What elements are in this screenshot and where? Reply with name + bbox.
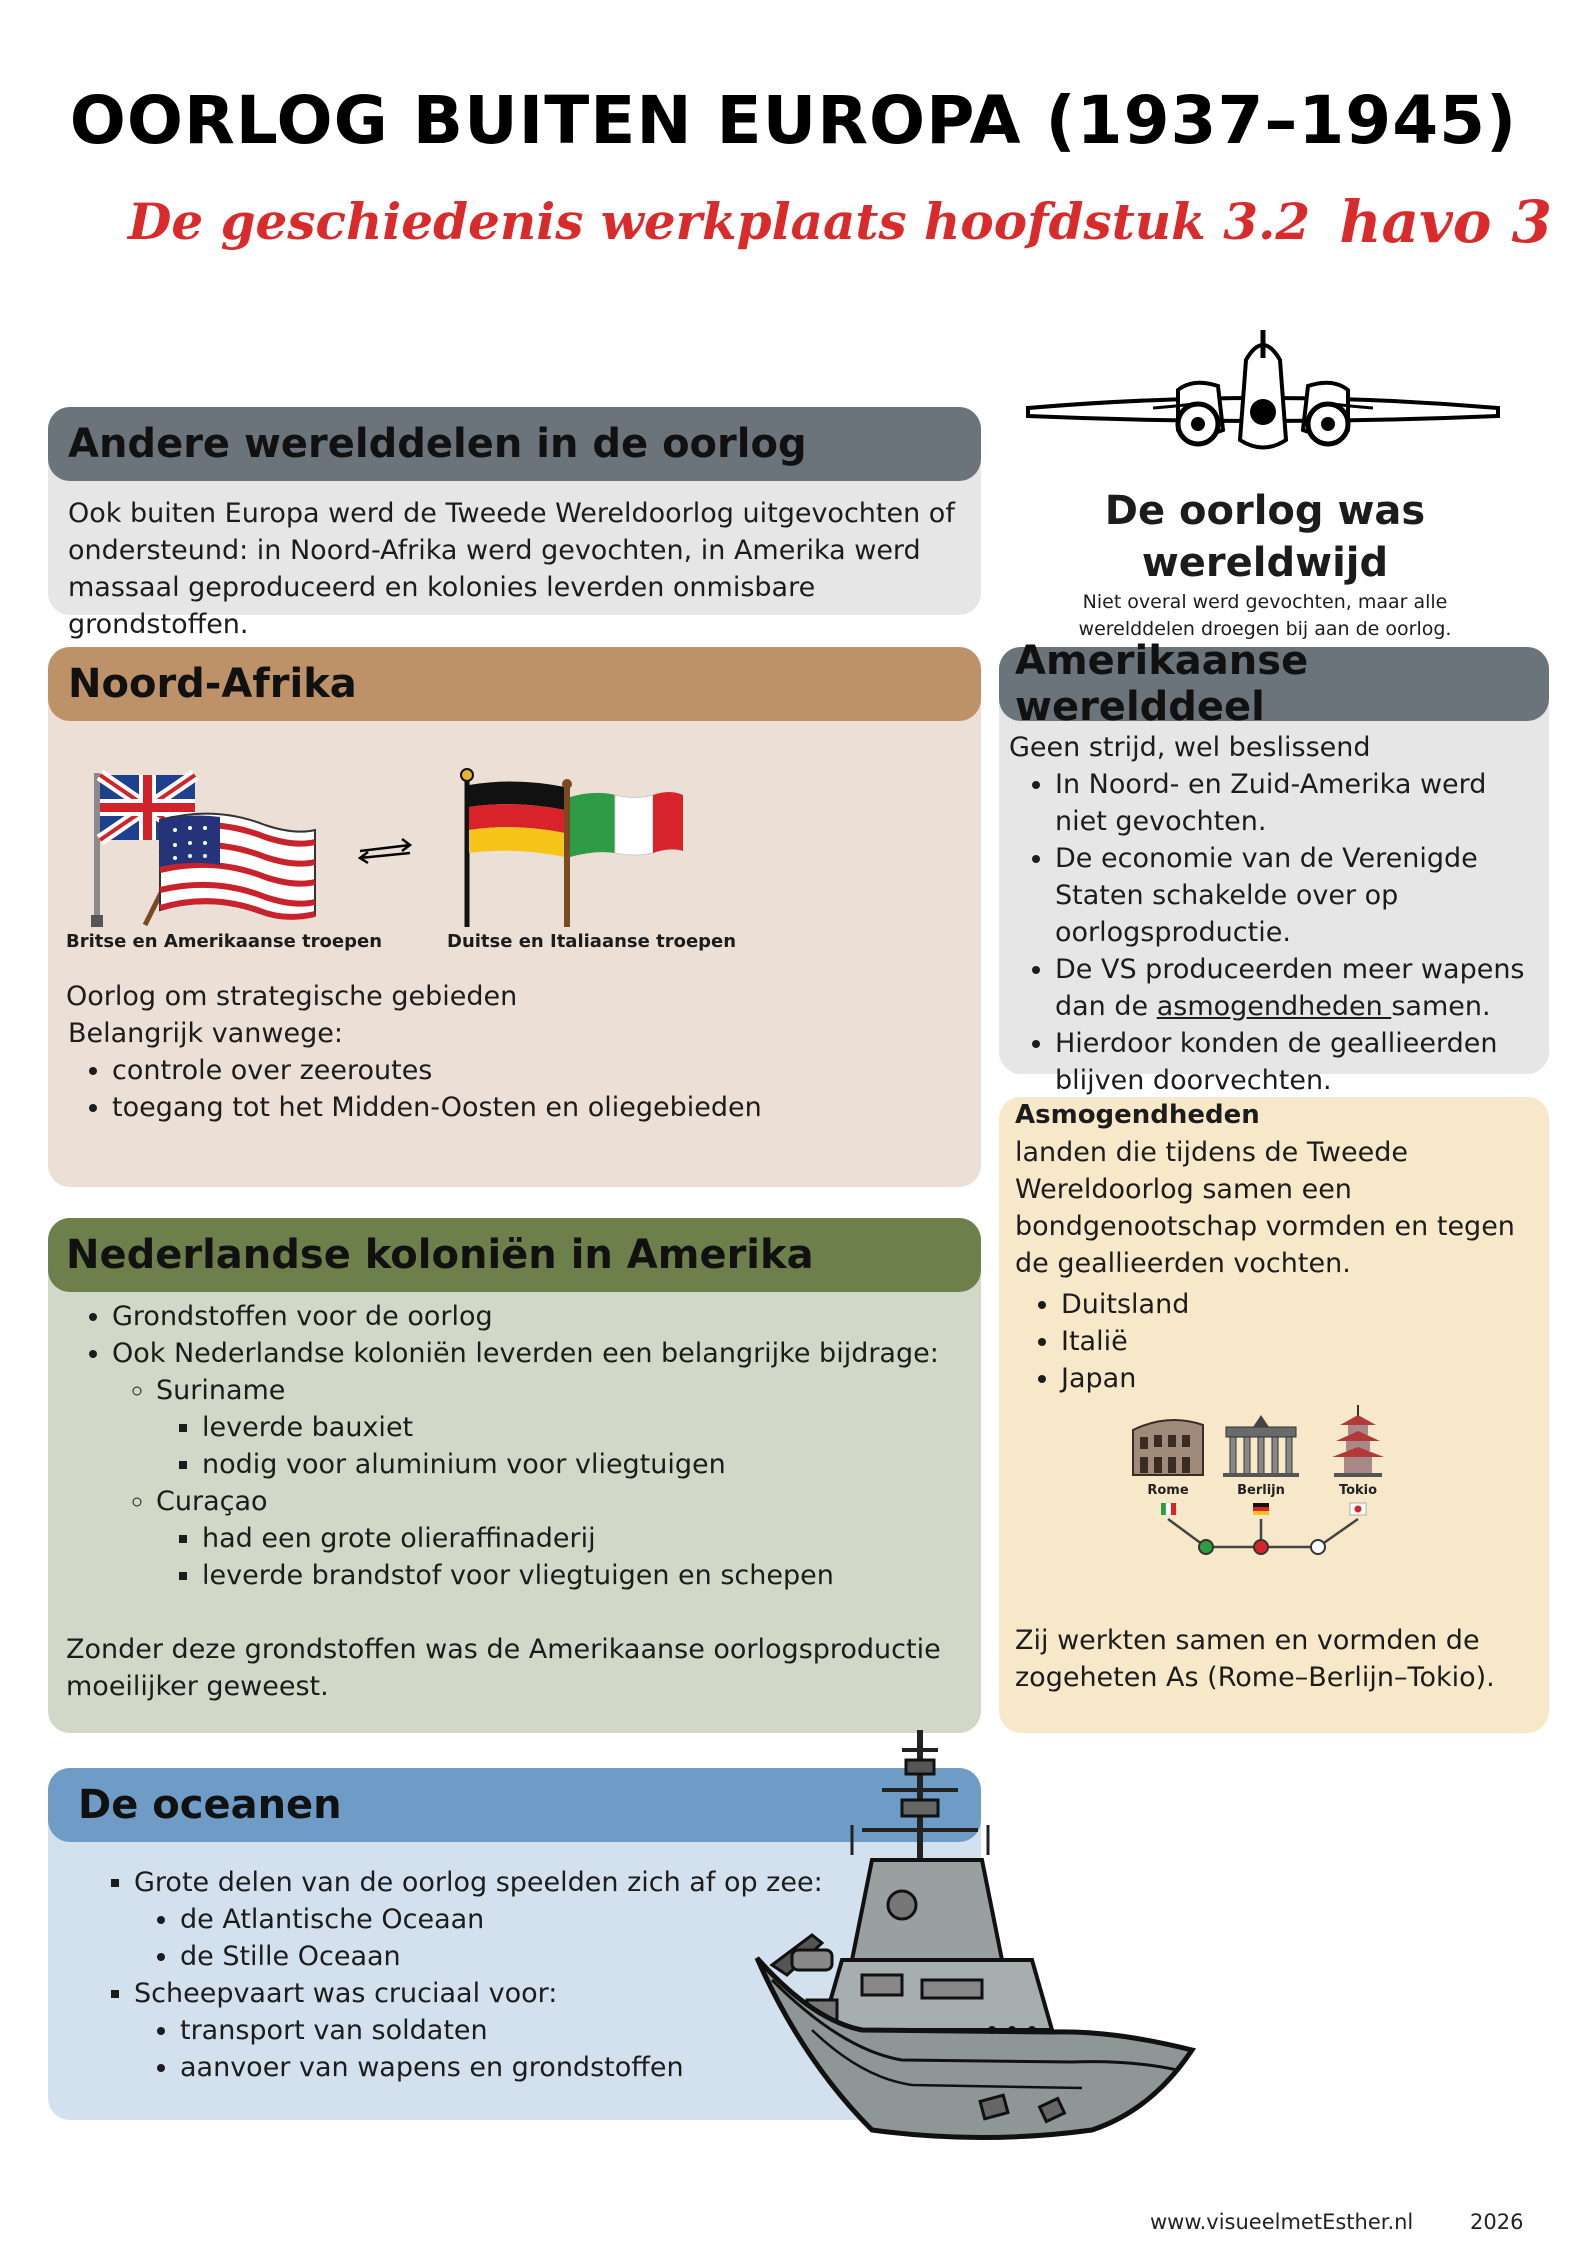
level-label: havo 3 (1339, 188, 1552, 256)
card-heading: Noord-Afrika (48, 647, 981, 721)
amerika-intro: Geen strijd, wel beslissend (1009, 732, 1371, 763)
list-item: • Duitsland (1061, 1286, 1533, 1323)
japan-flag-icon (1350, 1503, 1366, 1515)
asmogendheden-definition: landen die tijdens de Tweede Wereldoorlog samen een bondgenootschap vormden en tegen de geallieerden vochten. (1015, 1137, 1515, 1279)
card-body (999, 1097, 1549, 1397)
pagoda-icon (1332, 1405, 1384, 1477)
item-text: Ook Nederlandse koloniën leverden een belangrijke bijdrage: (112, 1338, 939, 1369)
item-text: Curaçao (156, 1486, 268, 1517)
card-andere-werelddelen (48, 407, 981, 640)
kolonien-list (66, 1298, 963, 1594)
list-item (112, 1335, 963, 1594)
city-rome: Rome (1147, 1483, 1189, 1498)
card-text: Ook buiten Europa werd de Tweede Wereldoorlog uitgevochten of ondersteund: in Noord-Afrika werd gevochten, in Amerika werd massaal geproduceerd en kolonies leverden onmisbare grondstoffen. (68, 498, 955, 640)
noord-afrika-list (66, 1052, 966, 1126)
worldwide-text: Niet overal werd gevochten, maar alle werelddelen droegen bij aan de oorlog. (1078, 591, 1452, 640)
asmogendheden-link[interactable]: asmogendheden (1156, 991, 1392, 1022)
suriname-list (156, 1409, 963, 1483)
card-body (48, 1292, 981, 1711)
list-item: • controle over zeeroutes (112, 1052, 966, 1089)
axis-cities-icon (1128, 1405, 1398, 1557)
worldwide-block (1000, 485, 1530, 643)
item-text: Suriname (156, 1375, 286, 1406)
airplane-icon (1018, 330, 1508, 460)
curacao-list (156, 1520, 963, 1594)
list-item: • Grondstoffen voor de oorlog (112, 1298, 963, 1335)
list-item: • In Noord- en Zuid-Amerika werd niet gevochten. (1055, 766, 1539, 840)
item-text: Grote delen van de oorlog speelden zich af op zee: (134, 1867, 823, 1898)
warship-icon (752, 1730, 1192, 2150)
card-body (999, 721, 1549, 1107)
card-heading: De oceanen (48, 1768, 981, 1842)
kolonien-sublist (112, 1372, 963, 1594)
card-amerika (999, 638, 1549, 1096)
list-item: • toegang tot het Midden-Oosten en oliegebieden (112, 1089, 966, 1126)
list-item: • transport van soldaten (180, 2012, 951, 2049)
noord-afrika-intro: Oorlog om strategische gebieden (66, 981, 518, 1012)
item-text: Scheepvaart was cruciaal voor: (134, 1978, 558, 2009)
card-heading: Andere werelddelen in de oorlog (48, 407, 981, 481)
card-heading: Amerikaanse werelddeel (999, 647, 1549, 721)
page-subtitle: De geschiedenis werkplaats hoofdstuk 3.2 (128, 192, 1311, 251)
italy-flag-icon (1161, 1503, 1176, 1515)
asmogendheden-list (1015, 1286, 1533, 1397)
list-item: ▪ leverde bauxiet (202, 1409, 963, 1446)
noord-afrika-sub: Belangrijk vanwege: (68, 1018, 343, 1049)
list-item (1055, 951, 1539, 1025)
list-item: • Hierdoor konden de geallieerden blijven doorvechten. (1055, 1025, 1539, 1099)
noord-afrika-text (66, 978, 966, 1126)
exchange-arrows-icon (355, 833, 415, 863)
asmogendheden-closing: Zij werkten samen en vormden de zogeheten As (Rome–Berlijn–Tokio). (1015, 1625, 1495, 1693)
list-item: • de Atlantische Oceaan (180, 1901, 951, 1938)
list-item: • Japan (1061, 1360, 1533, 1397)
list-item (156, 1372, 963, 1483)
list-item (156, 1483, 963, 1594)
footer-site[interactable]: www.visueelmetEsther.nl (1150, 2210, 1414, 2234)
list-item: ▪ had een grote olieraffinaderij (202, 1520, 963, 1557)
card-kolonien (48, 1218, 981, 1733)
kolonien-closing: Zonder deze grondstoffen was de Amerikaanse oorlogsproductie moeilijker geweest. (66, 1634, 941, 1702)
item-text: samen. (1391, 991, 1491, 1022)
list-item: • de Stille Oceaan (180, 1938, 951, 1975)
list-item: • Italië (1061, 1323, 1533, 1360)
caption-axis: Duitse en Italiaanse troepen (447, 931, 737, 952)
list-item: ▪ leverde brandstof voor vliegtuigen en schepen (202, 1557, 963, 1594)
colosseum-icon (1133, 1420, 1203, 1475)
card-heading: Nederlandse koloniën in Amerika (48, 1218, 981, 1292)
asmogendheden-heading: Asmogendheden (1015, 1100, 1260, 1130)
de-it-flags-icon (455, 765, 685, 930)
amerika-list (1009, 766, 1539, 1099)
germany-flag-icon (1253, 1503, 1269, 1515)
uk-us-flags-icon (85, 765, 325, 930)
footer-year: 2026 (1470, 2210, 1524, 2234)
item-text: De VS produceerden meer wapens dan de (1055, 954, 1525, 1022)
city-tokio: Tokio (1338, 1483, 1378, 1498)
brandenburg-gate-icon (1223, 1415, 1299, 1477)
list-item: • De economie van de Verenigde Staten schakelde over op oorlogsproductie. (1055, 840, 1539, 951)
caption-allies: Britse en Amerikaanse troepen (66, 931, 383, 952)
list-item: • aanvoer van wapens en grondstoffen (180, 2049, 951, 2086)
worldwide-title: De oorlog was wereldwijd (1104, 488, 1426, 586)
list-item: ▪ nodig voor aluminium voor vliegtuigen (202, 1446, 963, 1483)
page-title: OORLOG BUITEN EUROPA (1937–1945) (69, 82, 1518, 159)
city-berlijn: Berlijn (1237, 1483, 1285, 1498)
